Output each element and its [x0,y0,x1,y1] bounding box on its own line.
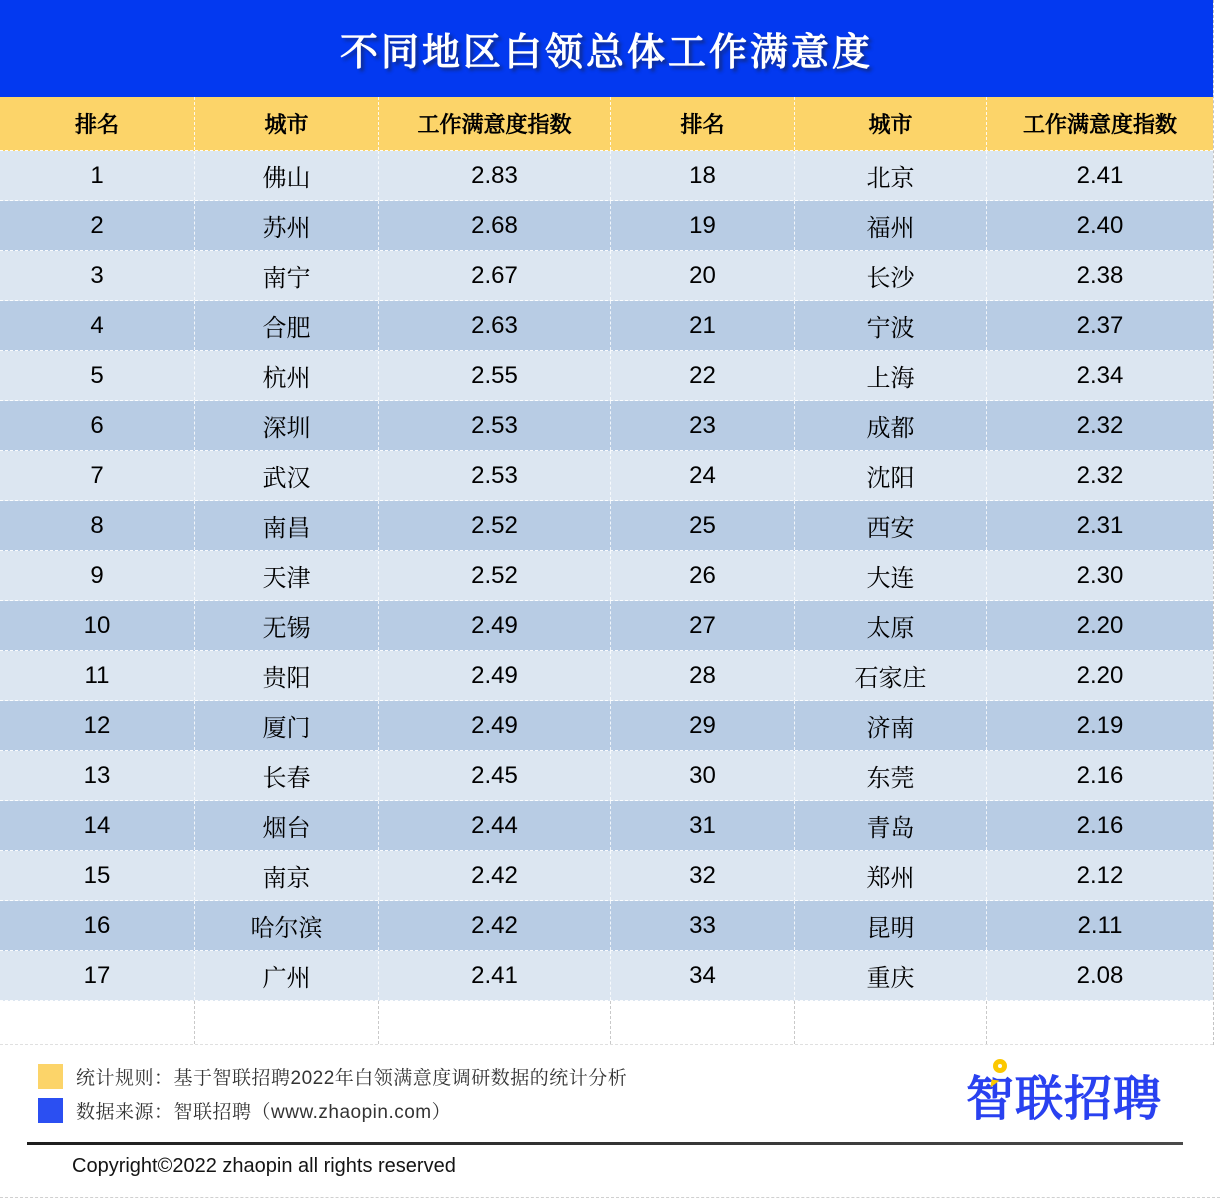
rank-cell: 24 [610,451,794,500]
city-cell: 南宁 [194,251,378,300]
rank-cell: 32 [610,851,794,900]
column-header-index-right: 工作满意度指数 [986,97,1213,150]
rank-cell: 28 [610,651,794,700]
table-row [0,151,1213,201]
rank-cell: 9 [90,561,104,589]
city-cell: 哈尔滨 [194,901,378,950]
rank-cell: 30 [610,751,794,800]
rank-cell: 14 [83,811,111,839]
blue-swatch-icon [38,1098,63,1123]
score-cell: 2.42 [378,901,610,950]
table-row [0,401,1213,451]
table-row [0,651,1213,701]
score-cell: 2.30 [986,551,1213,600]
sheet-gridline-vertical [1213,0,1214,1045]
rank-cell: 1 [90,161,104,189]
city-cell: 西安 [794,501,986,550]
city-cell: 上海 [794,351,986,400]
score-cell: 2.49 [378,651,610,700]
rank-cell: 12 [83,711,111,739]
table-row [0,901,1213,951]
rank-cell: 6 [90,411,104,439]
rank-cell: 34 [610,951,794,1000]
city-cell: 昆明 [794,901,986,950]
score-cell: 2.37 [986,301,1213,350]
rank-cell: 3 [90,261,104,289]
score-cell: 2.41 [378,951,610,1000]
rank-cell: 21 [610,301,794,350]
column-header-city-left: 城市 [194,97,378,150]
table-header-row [0,97,1213,151]
table-row [0,751,1213,801]
rank-cell: 16 [83,911,111,939]
city-cell: 石家庄 [794,651,986,700]
column-header-rank-right: 排名 [610,97,794,150]
table-row [0,501,1213,551]
score-cell: 2.32 [986,451,1213,500]
score-cell: 2.49 [378,701,610,750]
logo-speech-bubble-icon [993,1059,1007,1073]
table-row [0,251,1213,301]
city-cell: 长沙 [794,251,986,300]
city-cell: 太原 [794,601,986,650]
score-cell: 2.44 [378,801,610,850]
city-cell: 东莞 [794,751,986,800]
legend-item-data-source [38,1097,451,1124]
table-row [0,851,1213,901]
score-cell: 2.41 [986,151,1213,200]
rank-cell: 5 [90,361,104,389]
city-cell: 合肥 [194,301,378,350]
rank-cell: 29 [610,701,794,750]
city-cell: 武汉 [194,451,378,500]
table-row [0,301,1213,351]
rank-cell: 27 [610,601,794,650]
table-row [0,551,1213,601]
rank-cell: 17 [83,961,111,989]
rank-cell: 15 [83,861,111,889]
score-cell: 2.83 [378,151,610,200]
table-row [0,351,1213,401]
rank-cell: 26 [610,551,794,600]
city-cell: 天津 [194,551,378,600]
score-cell: 2.16 [986,751,1213,800]
score-cell: 2.53 [378,401,610,450]
table-row [0,601,1213,651]
city-cell: 南京 [194,851,378,900]
score-cell: 2.55 [378,351,610,400]
copyright-text: Copyright©2022 zhaopin all rights reserved [72,1155,456,1177]
city-cell: 无锡 [194,601,378,650]
table-row [0,951,1213,1001]
city-cell: 宁波 [794,301,986,350]
rank-cell: 11 [84,661,110,689]
score-cell: 2.67 [378,251,610,300]
yellow-swatch-icon [38,1064,63,1089]
score-cell: 2.08 [986,951,1213,1000]
city-cell: 大连 [794,551,986,600]
table-body [0,151,1213,1001]
score-cell: 2.32 [986,401,1213,450]
rank-cell: 25 [610,501,794,550]
rank-cell: 31 [610,801,794,850]
legend-item-stat-rule [38,1063,627,1090]
rank-cell: 18 [610,151,794,200]
score-cell: 2.52 [378,551,610,600]
rank-cell: 20 [610,251,794,300]
city-cell: 佛山 [194,151,378,200]
column-header-index-left: 工作满意度指数 [378,97,610,150]
city-cell: 南昌 [194,501,378,550]
table-row [0,701,1213,751]
rank-cell: 10 [83,611,111,639]
legend-text-data-source: 数据来源：智联招聘（www.zhaopin.com） [76,1102,452,1123]
city-cell: 长春 [194,751,378,800]
page-title: 不同地区白领总体工作满意度 [339,32,873,74]
score-cell: 2.49 [378,601,610,650]
rank-cell: 7 [90,461,104,489]
score-cell: 2.45 [378,751,610,800]
logo-text: 智联招聘 [966,1073,1163,1126]
city-cell: 福州 [794,201,986,250]
title-banner [0,0,1213,97]
rank-cell: 13 [83,761,111,789]
score-cell: 2.68 [378,201,610,250]
score-cell: 2.19 [986,701,1213,750]
rank-cell: 23 [610,401,794,450]
city-cell: 厦门 [194,701,378,750]
score-cell: 2.12 [986,851,1213,900]
score-cell: 2.63 [378,301,610,350]
score-cell: 2.42 [378,851,610,900]
city-cell: 重庆 [794,951,986,1000]
city-cell: 北京 [794,151,986,200]
column-header-city-right: 城市 [794,97,986,150]
score-cell: 2.16 [986,801,1213,850]
city-cell: 沈阳 [794,451,986,500]
sheet-gridline-bottom [0,1197,1220,1198]
score-cell: 2.53 [378,451,610,500]
city-cell: 郑州 [794,851,986,900]
city-cell: 济南 [794,701,986,750]
city-cell: 成都 [794,401,986,450]
empty-row [0,1001,1213,1045]
city-cell: 烟台 [194,801,378,850]
score-cell: 2.31 [986,501,1213,550]
city-cell: 深圳 [194,401,378,450]
table-row [0,451,1213,501]
score-cell: 2.20 [986,601,1213,650]
score-cell: 2.20 [986,651,1213,700]
divider-line [27,1142,1183,1145]
table-row [0,801,1213,851]
rank-cell: 19 [610,201,794,250]
score-cell: 2.52 [378,501,610,550]
rank-cell: 33 [610,901,794,950]
rank-cell: 8 [90,511,104,539]
city-cell: 杭州 [194,351,378,400]
table-row [0,201,1213,251]
city-cell: 苏州 [194,201,378,250]
rank-cell: 22 [610,351,794,400]
score-cell: 2.38 [986,251,1213,300]
legend-text-stat-rule: 统计规则：基于智联招聘2022年白领满意度调研数据的统计分析 [76,1068,628,1089]
logo-bubble-tail-icon [990,1079,999,1088]
city-cell: 广州 [194,951,378,1000]
score-cell: 2.34 [986,351,1213,400]
column-header-rank-left: 排名 [74,112,119,137]
zhaopin-logo [966,1060,1181,1126]
city-cell: 青岛 [794,801,986,850]
score-cell: 2.11 [986,901,1213,950]
score-cell: 2.40 [986,201,1213,250]
rank-cell: 4 [90,311,104,339]
city-cell: 贵阳 [194,651,378,700]
rank-cell: 2 [90,211,104,239]
